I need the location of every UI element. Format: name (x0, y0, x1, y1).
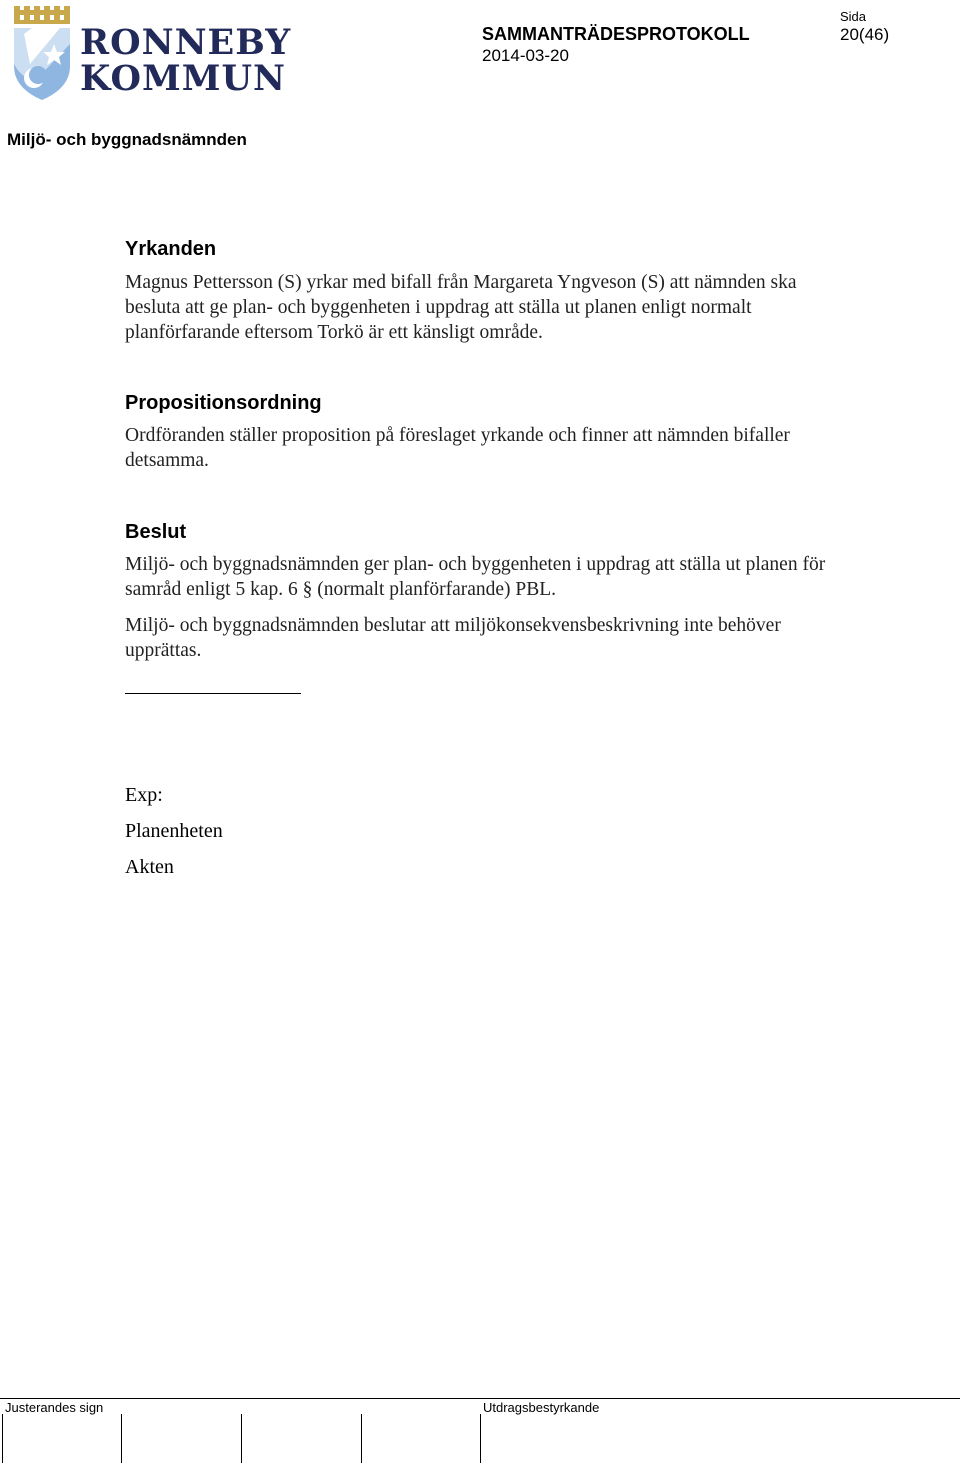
exp-recipient: Akten (125, 856, 174, 878)
committee-name: Miljö- och byggnadsnämnden (7, 130, 247, 149)
section-text-beslut-1: Miljö- och byggnadsnämnden ger plan- och byggenheten i uppdrag att ställa ut planen för samråd enligt 5 kap. 6 § (normalt planförfarande) PBL. (125, 554, 826, 600)
signature-box-divider (480, 1414, 481, 1463)
section-heading-beslut: Beslut (125, 521, 187, 543)
coat-of-arms-logo (10, 4, 74, 102)
section-heading-propositionsordning: Propositionsordning (125, 392, 322, 414)
logo-wordmark-line2: KOMMUN (80, 58, 286, 99)
footer-rule (0, 1398, 960, 1399)
page-number: 20(46) (840, 25, 890, 44)
document-title: SAMMANTRÄDESPROTOKOLL (482, 24, 750, 44)
logo-wordmark-line1: RONNEBY (80, 22, 292, 63)
signature-box-divider (2, 1414, 3, 1463)
section-text-yrkanden: Magnus Pettersson (S) yrkar med bifall från Margareta Yngveson (S) att nämnden ska besluta att ge plan- och byggenheten i uppdrag att ställa ut planen enligt normalt planförfarande eftersom Torkö är ett känsligt område. (125, 272, 797, 343)
meeting-date: 2014-03-20 (482, 46, 569, 65)
separator-rule (125, 693, 301, 694)
signature-box-divider (241, 1414, 242, 1463)
page-label: Sida (840, 9, 867, 24)
section-text-beslut-2: Miljö- och byggnadsnämnden beslutar att miljökonsekvensbeskrivning inte behöver upprättas. (125, 615, 781, 661)
footer-certification-label: Utdragsbestyrkande (483, 1400, 600, 1415)
section-text-propositionsordning: Ordföranden ställer proposition på föreslaget yrkande och finner att nämnden bifaller detsamma. (125, 425, 790, 471)
signature-box-divider (121, 1414, 122, 1463)
section-heading-yrkanden: Yrkanden (125, 238, 217, 260)
footer-signature-label: Justerandes sign (5, 1400, 104, 1415)
exp-label: Exp: (125, 784, 163, 806)
signature-box-divider (361, 1414, 362, 1463)
exp-recipient: Planenheten (125, 820, 223, 842)
